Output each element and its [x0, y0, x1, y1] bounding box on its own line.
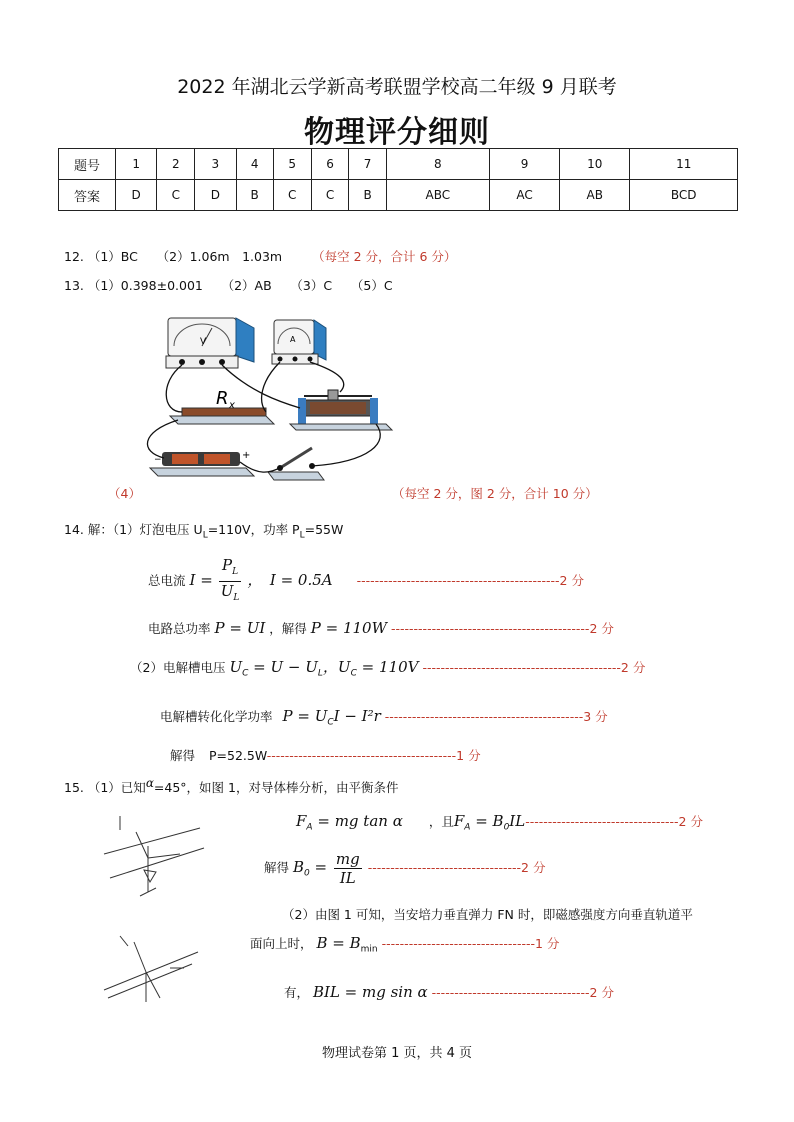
circuit-figure	[140, 312, 400, 492]
q14-line1	[148, 556, 584, 607]
q15-line2: 解得 $B_0$ = $\frac{mg}{IL}$ ----------------------------------2 分	[264, 850, 546, 887]
battery	[150, 450, 254, 476]
table-cell: BCD	[630, 180, 738, 211]
q12-answer	[64, 247, 456, 265]
voltmeter	[166, 318, 254, 368]
ammeter	[272, 320, 326, 364]
score-note: --------------------------------------------2 分	[422, 660, 646, 675]
table-cell: AC	[489, 180, 559, 211]
result: P=52.5W	[209, 748, 267, 763]
page-footer: 物理试卷第 1 页，共 4 页	[321, 1046, 473, 1061]
q13-part4-label: （4）	[108, 486, 141, 501]
denominator: IL	[339, 869, 356, 887]
switch	[268, 448, 324, 480]
q15-line4	[250, 934, 559, 955]
table-cell: 11	[630, 149, 738, 180]
score-note: ------------------------------------------1 分	[266, 748, 481, 763]
table-cell: 5	[273, 149, 311, 180]
table-cell: 8	[386, 149, 489, 180]
formula: B = B	[316, 934, 361, 952]
score-note: -----------------------------------2 分	[431, 985, 614, 1000]
q13-answer: 13. （1）0.398±0.001 （2）AB （3）C （5）C	[64, 278, 393, 293]
row-label-answer: 答案	[59, 180, 116, 211]
formula: = 110V	[356, 658, 419, 676]
battery-minus: −	[154, 455, 162, 465]
score-note: ----------------------------------1 分	[381, 936, 560, 951]
score-note: --------------------------------------------3 分	[384, 709, 608, 724]
subscript: L	[233, 593, 240, 603]
q12-text: 12. （1）BC （2）1.06m 1.03m	[64, 249, 283, 264]
formula: ，U	[322, 658, 351, 676]
q14-line2	[148, 619, 614, 637]
table-cell: 1	[116, 149, 157, 180]
formula: ， I = 0.5A	[247, 571, 333, 589]
table-cell: 4	[236, 149, 273, 180]
q15-intro	[64, 776, 398, 796]
q14-line5	[170, 746, 481, 764]
table-cell: B	[236, 180, 273, 211]
table-cell: 9	[489, 149, 559, 180]
page-subtitle: 物理评分细则	[304, 115, 490, 150]
subscript: C	[242, 668, 249, 679]
fraction	[334, 850, 362, 887]
subscript: L	[202, 530, 208, 541]
subscript: A	[306, 822, 313, 833]
score-note: ----------------------------------2 分	[367, 860, 546, 875]
subscript: C	[350, 668, 357, 679]
label: 电解槽转化化学功率	[160, 709, 273, 724]
label: 解得	[264, 860, 290, 875]
resistor-rx	[170, 388, 274, 424]
fraction	[219, 556, 242, 607]
q15-line3: （2）由图 1 可知，当安培力垂直弹力 FN 时，即磁感强度方向垂直轨道平	[282, 907, 693, 922]
question-number-row	[59, 149, 738, 180]
subscript: 0	[503, 822, 510, 833]
resistor-subscript: x	[229, 400, 235, 411]
q15-intro-text: 15. （1）已知	[64, 780, 146, 796]
formula: B	[293, 858, 305, 876]
label: 总电流	[148, 573, 186, 588]
formula: F	[453, 812, 465, 830]
force-diagram-2	[100, 932, 210, 1012]
q15-intro-end: =45°，如图 1，对导体棒分析，由平衡条件	[153, 780, 399, 796]
text: 面向上时，	[250, 936, 313, 951]
denominator: U	[220, 582, 234, 600]
force-diagram-1	[100, 808, 210, 908]
table-cell: 7	[349, 149, 386, 180]
table-cell: C	[273, 180, 311, 211]
formula: P = 110W	[310, 619, 387, 637]
table-cell: AB	[560, 180, 630, 211]
answer-table	[58, 148, 738, 211]
subscript: L	[299, 530, 305, 541]
q14-intro-end: =55W	[304, 522, 344, 537]
q14-line3	[130, 656, 645, 679]
table-cell: ABC	[386, 180, 489, 211]
q15-line1	[296, 812, 703, 833]
formula: U	[229, 658, 243, 676]
alpha-symbol: α	[145, 776, 154, 790]
subscript: L	[232, 567, 239, 577]
table-cell: C	[311, 180, 349, 211]
score-note: --------------------------------------------2 分	[390, 621, 614, 636]
q14-intro	[64, 520, 343, 541]
formula: F	[296, 812, 307, 830]
label: 电路总功率	[148, 621, 211, 636]
voltmeter-label: V	[200, 337, 207, 347]
formula: I − I²r	[333, 707, 381, 725]
subscript: C	[327, 717, 334, 728]
subscript: 0	[304, 868, 310, 879]
numerator: mg	[335, 850, 360, 868]
text: ，解得	[269, 621, 307, 636]
table-cell: C	[157, 180, 195, 211]
score-note: ----------------------------------2 分	[525, 814, 703, 829]
subscript: L	[317, 668, 323, 679]
score-note: ---------------------------------------------2 分	[356, 573, 584, 588]
ammeter-label: A	[290, 335, 296, 344]
battery-plus: +	[242, 450, 251, 461]
label: （2）电解槽电压	[130, 660, 226, 675]
q14-intro-text: 14. 解：（1）灯泡电压 U	[64, 522, 203, 537]
formula: = B	[470, 812, 504, 830]
table-cell: 2	[157, 149, 195, 180]
subscript: A	[464, 822, 471, 833]
formula: IL	[509, 812, 526, 830]
table-cell: D	[195, 180, 236, 211]
q13-score-note: （每空 2 分，图 2 分，合计 10 分）	[392, 486, 598, 501]
formula: BIL = mg sin α	[313, 983, 428, 1001]
table-cell: 10	[560, 149, 630, 180]
formula: = mg tan α	[312, 812, 403, 830]
subscript: min	[360, 944, 378, 955]
exam-title: 2022 年湖北云学新高考联盟学校高二年级 9 月联考	[177, 76, 617, 98]
q12-score-note: （每空 2 分，合计 6 分）	[312, 249, 457, 264]
label: 有，	[284, 985, 310, 1000]
formula: = U − U	[248, 658, 318, 676]
q14-line4	[160, 707, 608, 728]
table-cell: 3	[195, 149, 236, 180]
answer-row	[59, 180, 738, 211]
text: ，且	[428, 814, 454, 829]
table-cell: B	[349, 180, 386, 211]
q15-line5	[284, 983, 614, 1001]
label: 解得	[170, 748, 196, 763]
numerator: P	[222, 556, 233, 574]
formula: P = U	[282, 707, 328, 725]
table-cell: 6	[311, 149, 349, 180]
formula: P = UI	[214, 619, 266, 637]
formula: I =	[189, 571, 213, 589]
table-cell: D	[116, 180, 157, 211]
resistor-label: R	[216, 388, 229, 409]
row-label-number: 题号	[59, 149, 116, 180]
q14-intro-mid: =110V，功率 P	[207, 522, 300, 537]
